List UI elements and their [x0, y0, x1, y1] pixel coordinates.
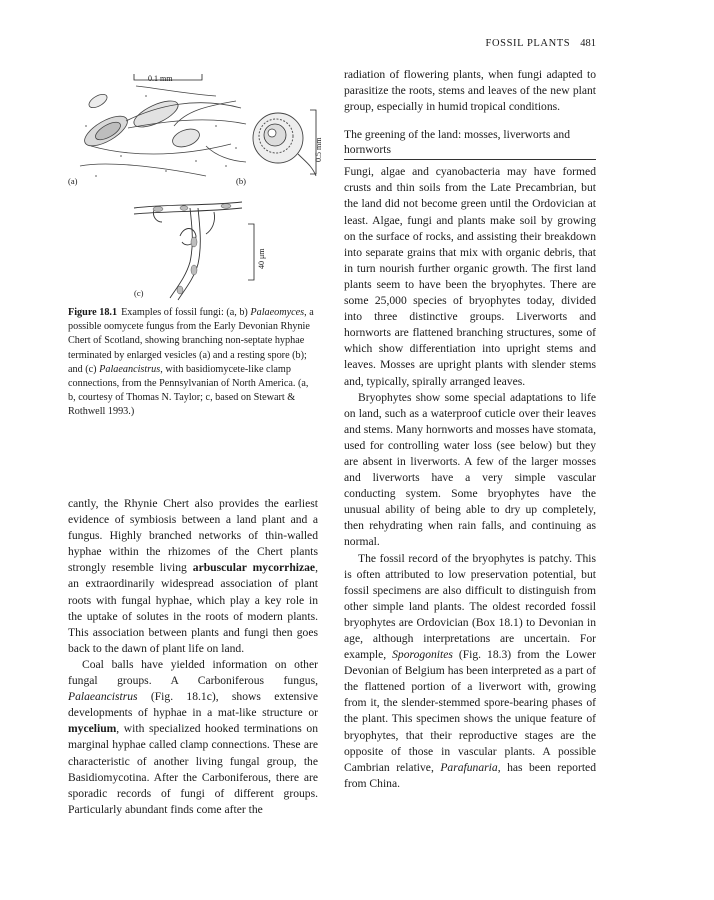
page-number: 481: [580, 38, 596, 49]
paragraph: cantly, the Rhynie Chert also provides the earliest evidence of symbiosis between a land plant and a fungus. Highly branched networks of thin-walled hyphae within the rhizomes of the Chert plants strongly resemble living arbuscular mycorrhizae, an extraordinarily widespread association of plant roots with fungal hyphae, which play a key role in the uptake of solutes in the roots of modern plants. This association between plants and fungi then goes back to the dawn of plant life on land.: [68, 497, 318, 655]
taxon-name: Palaeancistrus: [68, 690, 138, 704]
right-column: [344, 67, 596, 792]
running-title: FOSSIL PLANTS: [485, 38, 571, 49]
caption-label: Figure 18.1: [68, 307, 118, 318]
caption-text: , with basidiomycete-like clamp connections, from the Pennsylvanian of North America. (a, b, courtesy of Thomas N. Taylor; c, based on Stewart & Rothwell 1993.): [68, 363, 309, 418]
caption-text: , a possible oomycete fungus from the Early Devonian Rhynie Chert of Scotland, showing branching non-septate hyphae terminated by enlarged vesicles (a) and a resting spore (b); and (c): [68, 307, 314, 375]
panel-a-hyphae: [80, 86, 246, 176]
scale-label-b: 0.5 mm: [314, 137, 323, 162]
scale-label-c: 40 μm: [257, 248, 266, 269]
panel-label-b: (b): [236, 176, 246, 186]
taxon-name: Parafunaria: [440, 760, 498, 774]
panel-label-a: (a): [68, 176, 78, 186]
paragraph: Coal balls have yielded information on other fungal groups. A Carboniferous fungus, Palaeancistrus (Fig. 18.1c), shows extensive developments of hyphae in a mat-like structure or mycelium, with specialized hooked terminations on marginal hyphae called clamp connections. These are characteristic of another living fungal group, the Basidiomycotina. After the Carboniferous, there are sporadic records of fungi of different groups. Particularly abundant finds come after the: [68, 657, 318, 816]
paragraph: Bryophytes show some special adaptations to life on land, such as a waterproof cuticle over their leaves and stems. Many hornworts and mosses have stomata, used for controlling water loss (see below) but they are absent in liverworts. A few of the larger mosses and liverworts have a very simple vascular conducting system. Some bryophytes have the unusual ability of being able to dry up completely, then rehydrating when rain falls, and continuing as normal.: [344, 390, 596, 549]
figure-18-1: [66, 66, 326, 302]
scale-label-a: 0.1 mm: [148, 74, 173, 83]
fossil-fungi-drawing: [66, 66, 326, 302]
panel-b-spore: [253, 113, 316, 176]
key-term: mycelium: [68, 722, 117, 736]
paragraph: The fossil record of the bryophytes is patchy. This is often attributed to low preservation potential, but fossil specimens are also difficult to distinguish from other simple land plants. The oldest recorded fossil bryophytes are Ordovician (Box 18.1) to Devonian in age, although interpretations are uncertain. For example, Sporogonites (Fig. 18.3) from the Lower Devonian of Belgium has been interpreted as a part of the flattened portion of a liverwort with, growing from it, the slender-stemmed spore-bearing phases of the plant. This specimen shows the unique feature of bryophytes, that their reproductive stages are the opposite of those in vascular plants. A possible Cambrian relative, Parafunaria, has been reported from China.: [344, 551, 596, 790]
running-header: [486, 38, 596, 49]
section-heading: The greening of the land: mosses, liverworts and hornworts: [344, 127, 596, 160]
caption-taxon: Palaeancistrus: [99, 363, 161, 375]
panel-c-hyphae: [134, 202, 242, 300]
left-column: [68, 496, 318, 818]
panel-label-c: (c): [134, 288, 144, 298]
key-term: arbuscular mycorrhizae: [192, 561, 316, 575]
paragraph: radiation of flowering plants, when fungi adapted to parasitize the roots, stems and leaves of the new plant group, especially in humid tropical conditions.: [344, 68, 596, 114]
caption-text: Examples of fossil fungi: (a, b): [121, 307, 251, 318]
paragraph: Fungi, algae and cyanobacteria may have formed crusts and thin soils from the Late Precambrian, but the land did not become green until the Ordovician at least. Algae, fungi and plants make soil by growing on the surface of rocks, and assisting their breakdown into separate grains that mix with organic debris, that in turn nourish further organic growth. The first land plants seem to have been the bryophytes. There are some 25,000 species of bryophytes today, divided into three distinctive groups. Liverworts and hornworts are flattened branching structures, some of which show differentiation into upright stems and leaves. Mosses are upright plants with slender stems and, typically, spirally arranged leaves.: [344, 165, 596, 388]
figure-caption: [68, 306, 318, 420]
taxon-name: Sporogonites: [392, 648, 453, 662]
caption-taxon: Palaeomyces: [250, 307, 305, 318]
